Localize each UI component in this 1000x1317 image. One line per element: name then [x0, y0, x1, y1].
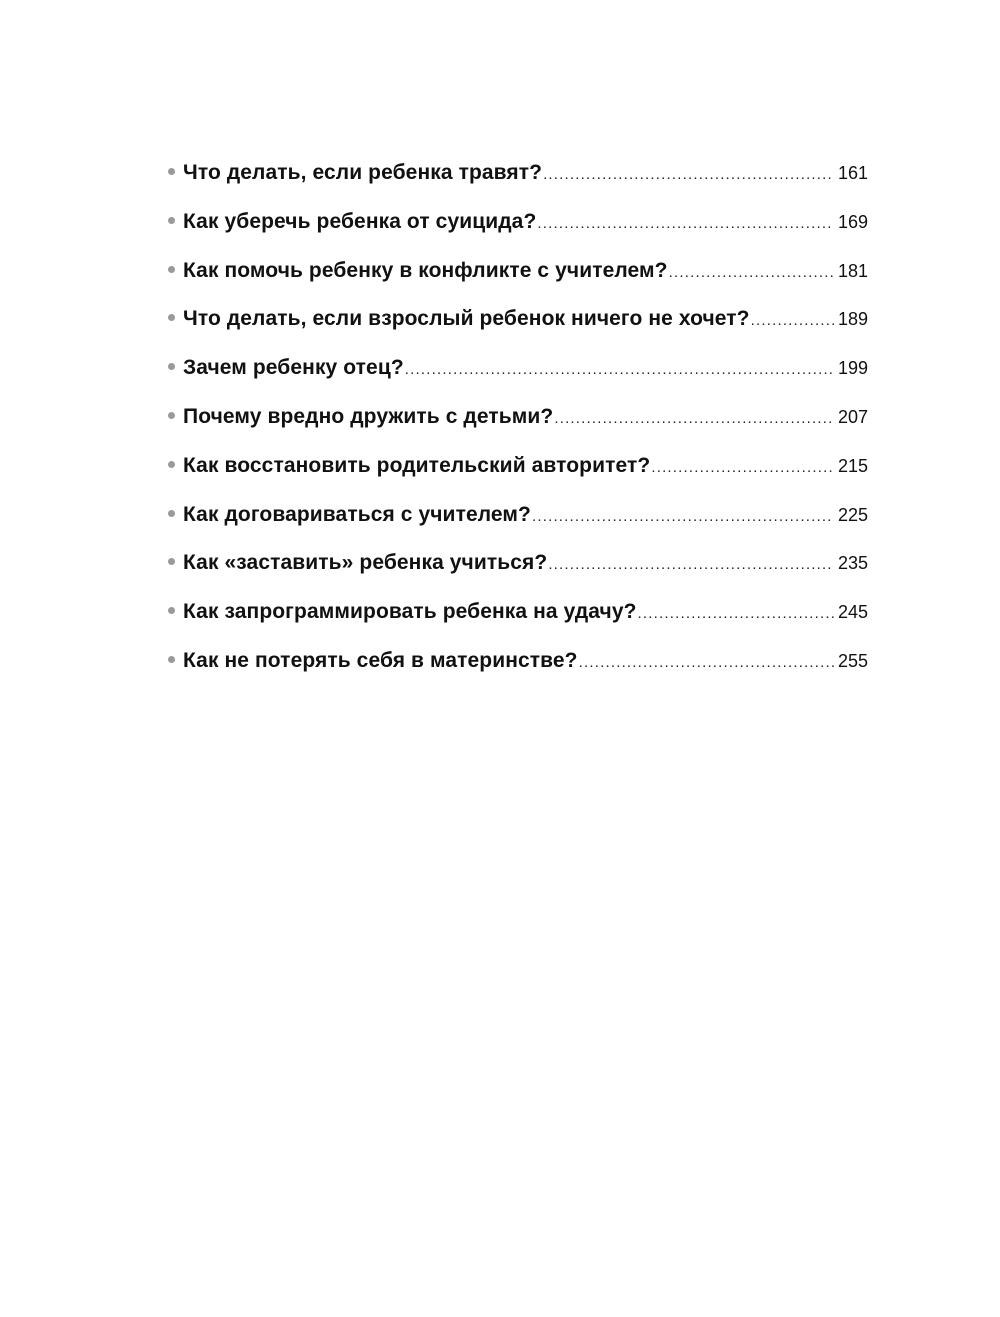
bullet-icon: [168, 314, 175, 321]
bullet-icon: [168, 168, 175, 175]
dot-leader: [638, 598, 834, 630]
toc-entry[interactable]: [168, 303, 868, 352]
toc-entry-title: Как восстановить родительский авторитет?: [183, 453, 651, 477]
toc-entry[interactable]: [168, 645, 868, 694]
toc-entry-title: Как уберечь ребенка от суицида?: [183, 209, 537, 233]
toc-entry-title: Почему вредно дружить с детьми?: [183, 404, 554, 428]
dot-leader: [548, 549, 834, 581]
toc-entry-title: Как договариваться с учителем?: [183, 502, 531, 526]
dot-leader: [537, 208, 834, 240]
toc-entry-title: Зачем ребенку отец?: [183, 356, 404, 380]
bullet-icon: [168, 412, 175, 419]
toc-entry[interactable]: [168, 499, 868, 548]
toc-entry-page: 207: [837, 406, 868, 427]
bullet-icon: [168, 461, 175, 468]
toc-entry-title: Как не потерять себя в материнстве?: [183, 648, 578, 672]
bullet-icon: [168, 217, 175, 224]
table-of-contents: [168, 157, 868, 694]
dot-leader: [543, 159, 834, 191]
toc-entry-page: 215: [837, 455, 868, 476]
bullet-icon: [168, 266, 175, 273]
dot-leader: [651, 452, 834, 484]
dot-leader: [532, 501, 834, 533]
dot-leader: [405, 354, 834, 386]
toc-entry-page: 181: [837, 260, 868, 281]
toc-entry-page: 235: [837, 553, 868, 574]
toc-entry-page: 255: [837, 650, 868, 671]
bullet-icon: [168, 363, 175, 370]
toc-entry[interactable]: [168, 401, 868, 450]
toc-entry-page: 225: [837, 504, 868, 525]
toc-entry[interactable]: [168, 450, 868, 499]
dot-leader: [751, 305, 834, 337]
dot-leader: [669, 257, 834, 289]
toc-entry-title: Как запрограммировать ребенка на удачу?: [183, 600, 637, 624]
dot-leader: [554, 403, 834, 435]
toc-entry-page: 189: [837, 309, 868, 330]
toc-entry-title: Что делать, если взрослый ребенок ничего не хочет?: [183, 307, 750, 331]
toc-entry-title: Как помочь ребенку в конфликте с учителем?: [183, 258, 668, 282]
toc-entry-page: 169: [837, 211, 868, 232]
toc-entry-title: Как «заставить» ребенка учиться?: [183, 551, 548, 575]
toc-entry-page: 199: [837, 358, 868, 379]
toc-entry[interactable]: [168, 206, 868, 255]
bullet-icon: [168, 656, 175, 663]
toc-entry-title: Что делать, если ребенка травят?: [183, 161, 543, 184]
bullet-icon: [168, 607, 175, 614]
bullet-icon: [168, 558, 175, 565]
dot-leader: [579, 647, 834, 679]
bullet-icon: [168, 510, 175, 517]
toc-entry[interactable]: [168, 157, 868, 206]
toc-entry-page: 161: [837, 163, 868, 183]
toc-entry[interactable]: [168, 352, 868, 401]
toc-entry-page: 245: [837, 602, 868, 623]
toc-entry[interactable]: [168, 596, 868, 645]
toc-entry[interactable]: [168, 255, 868, 304]
toc-entry[interactable]: [168, 547, 868, 596]
